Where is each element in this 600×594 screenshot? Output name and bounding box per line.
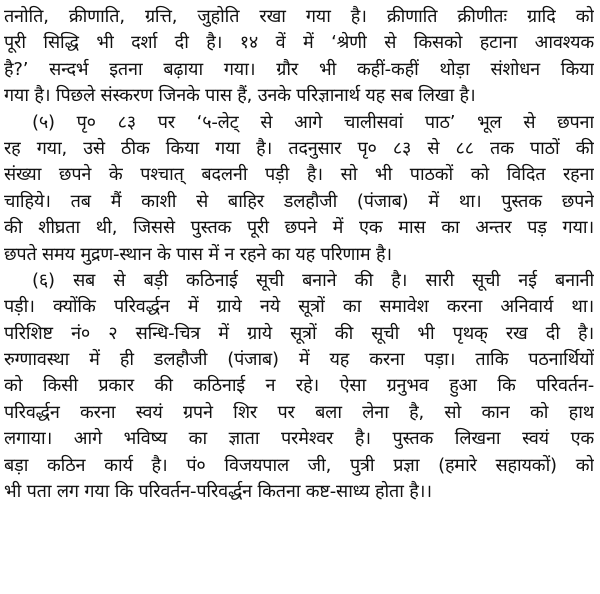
paragraph-point-6 [4,268,594,506]
text-line: रह गया, उसे ठीक किया गया है। तदनुसार पृ० ८३ से ८८ तक पाठों की [4,137,594,159]
text-line: की शीघ्रता थी, जिससे पुस्तक पूरी छपने में एक मास का अन्तर पड़ गया। [4,217,594,239]
text-line: परिवर्द्धन करना स्वयं ग्रपने शिर पर बला लेना है, सो कान को हाथ [4,401,594,423]
text-line: को किसी प्रकार की कठिनाई न रहे। ऐसा ग्रनुभव हुआ कि परिवर्तन- [4,375,594,397]
text-line: चाहिये। तब मैं काशी से बाहिर डलहौजी (पंजाब) में था। पुस्तक छपने [4,190,594,212]
text-line: परिशिष्ट नं० २ सन्धि-चित्र में ग्राये सूत्रों की सूची भी पृथक् रख दी है। [4,322,594,344]
text-line: लगाया। आगे भविष्य का ज्ञाता परमेश्वर है। पुस्तक लिखना स्वयं एक [4,428,594,450]
text-line: संख्या छपने के पश्चात् बदलनी पड़ी है। सो भी पाठकों को विदित रहना [4,164,594,186]
text-line: गया है। पिछले संस्करण जिनके पास हैं, उनके परिज्ञानार्थ यह सब लिखा है। [4,85,476,107]
text-line: पूरी सिद्धि भी दर्शा दी है। १४ वें में ‘श्रेणी से किसको हटाना आवश्यक [4,32,594,54]
text-line: है?’ सन्दर्भ इतना बढ़ाया गया। ग्रौर भी कहीं-कहीं थोड़ा संशोधन किया [4,58,594,80]
text-line: पड़ी। क्योंकि परिवर्द्धन में ग्राये नये सूत्रों का समावेश करना अनिवार्य था। [4,296,594,318]
text-line: (६) सब से बड़ी कठिनाई सूची बनाने की है। सारी सूची नई बनानी [32,269,594,291]
paragraph-revision-notes [4,4,594,110]
text-line: बड़ा कठिन कार्य है। पं० विजयपाल जी, पुत्री प्रज्ञा (हमारे सहायकों) को [4,454,594,476]
text-line: भी पता लग गया कि परिवर्तन-परिवर्द्धन कितना कष्ट-साध्य होता है।। [4,481,432,503]
text-line: रुग्णावस्था में ही डलहौजी (पंजाब) में यह करना पड़ा। ताकि पठनार्थियों [4,349,594,371]
text-line: (५) पृ० ८३ पर ‘५-लेट् से आगे चालीसवां पाठ’ भूल से छपना [32,111,594,133]
paragraph-point-5 [4,110,594,268]
text-line: तनोति, क्रीणाति, ग्रत्ति, जुहोति रखा गया है। क्रीणाति क्रीणीतः ग्रादि को [4,6,594,27]
text-line: छपते समय मुद्रण-स्थान के पास में न रहने का यह परिणाम है। [4,243,392,265]
